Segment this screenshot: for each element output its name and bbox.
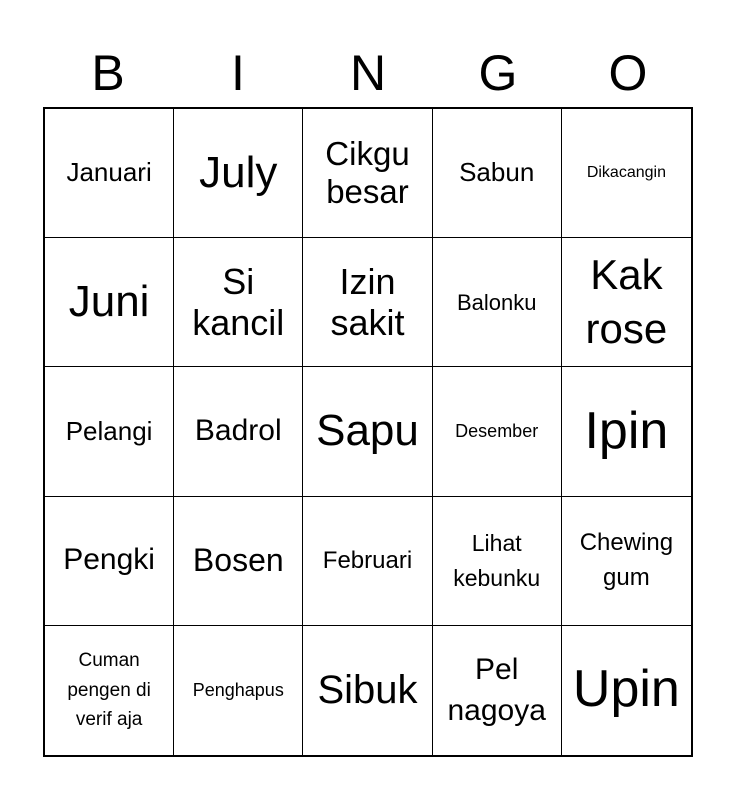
cell-label: Sabun (459, 157, 535, 188)
bingo-cell[interactable] (433, 109, 562, 238)
cell-label: Sapu (316, 406, 419, 456)
cell-label: Ipin (584, 401, 669, 460)
cell-label: Dikacangin (586, 163, 666, 181)
bingo-cell[interactable] (303, 238, 432, 367)
cell-label: Cikgu besar (325, 135, 410, 211)
bingo-cell[interactable] (303, 626, 432, 755)
bingo-cell[interactable] (433, 497, 562, 626)
header-letter-i: I (231, 45, 245, 101)
bingo-cell[interactable] (433, 626, 562, 755)
cell-label: Desember (455, 421, 539, 442)
cell-label: Upin (572, 660, 680, 719)
cell-label: Izin sakit (330, 260, 405, 344)
bingo-cell[interactable] (562, 238, 691, 367)
bingo-header (43, 40, 693, 106)
cell-label: Balonku (456, 289, 537, 315)
header-letter-n: N (349, 45, 387, 101)
header-letter-o: O (608, 45, 648, 101)
bingo-cell[interactable] (303, 109, 432, 238)
bingo-cell[interactable] (45, 497, 174, 626)
bingo-cell[interactable] (562, 367, 691, 496)
cell-label: Penghapus (192, 680, 284, 701)
bingo-cell[interactable] (45, 238, 174, 367)
cell-label: Chewing gum (579, 528, 674, 591)
cell-label: Lihat kebunku (453, 530, 541, 591)
bingo-cell[interactable] (562, 109, 691, 238)
cell-label: Si kancil (192, 260, 285, 344)
bingo-cell[interactable] (45, 626, 174, 755)
bingo-cell[interactable] (45, 367, 174, 496)
bingo-cell[interactable] (562, 497, 691, 626)
cell-label: Januari (66, 157, 152, 188)
cell-label: Pelangi (65, 415, 153, 446)
bingo-cell[interactable] (174, 497, 303, 626)
header-letter-b: B (91, 45, 125, 101)
cell-label: Sibuk (317, 668, 418, 713)
bingo-cell[interactable] (433, 238, 562, 367)
bingo-cell[interactable] (174, 109, 303, 238)
cell-label: Juni (68, 276, 150, 326)
cell-label: Pel nagoya (447, 653, 546, 728)
cell-label: Bosen (192, 542, 284, 579)
cell-label: Kak rose (585, 250, 668, 353)
cell-label: July (199, 147, 278, 197)
bingo-cell[interactable] (303, 367, 432, 496)
cell-label: Pengki (63, 543, 155, 577)
bingo-cell[interactable] (303, 497, 432, 626)
cell-label: Februari (322, 546, 413, 574)
bingo-cell[interactable] (45, 109, 174, 238)
bingo-cell[interactable] (174, 238, 303, 367)
bingo-board (43, 107, 693, 757)
bingo-cell[interactable] (174, 367, 303, 496)
bingo-cell[interactable] (433, 367, 562, 496)
cell-label: Cuman pengen di verif aja (67, 650, 151, 731)
bingo-cell[interactable] (562, 626, 691, 755)
header-letter-g: G (478, 45, 518, 101)
bingo-cell[interactable] (174, 626, 303, 755)
cell-label: Badrol (194, 414, 282, 448)
